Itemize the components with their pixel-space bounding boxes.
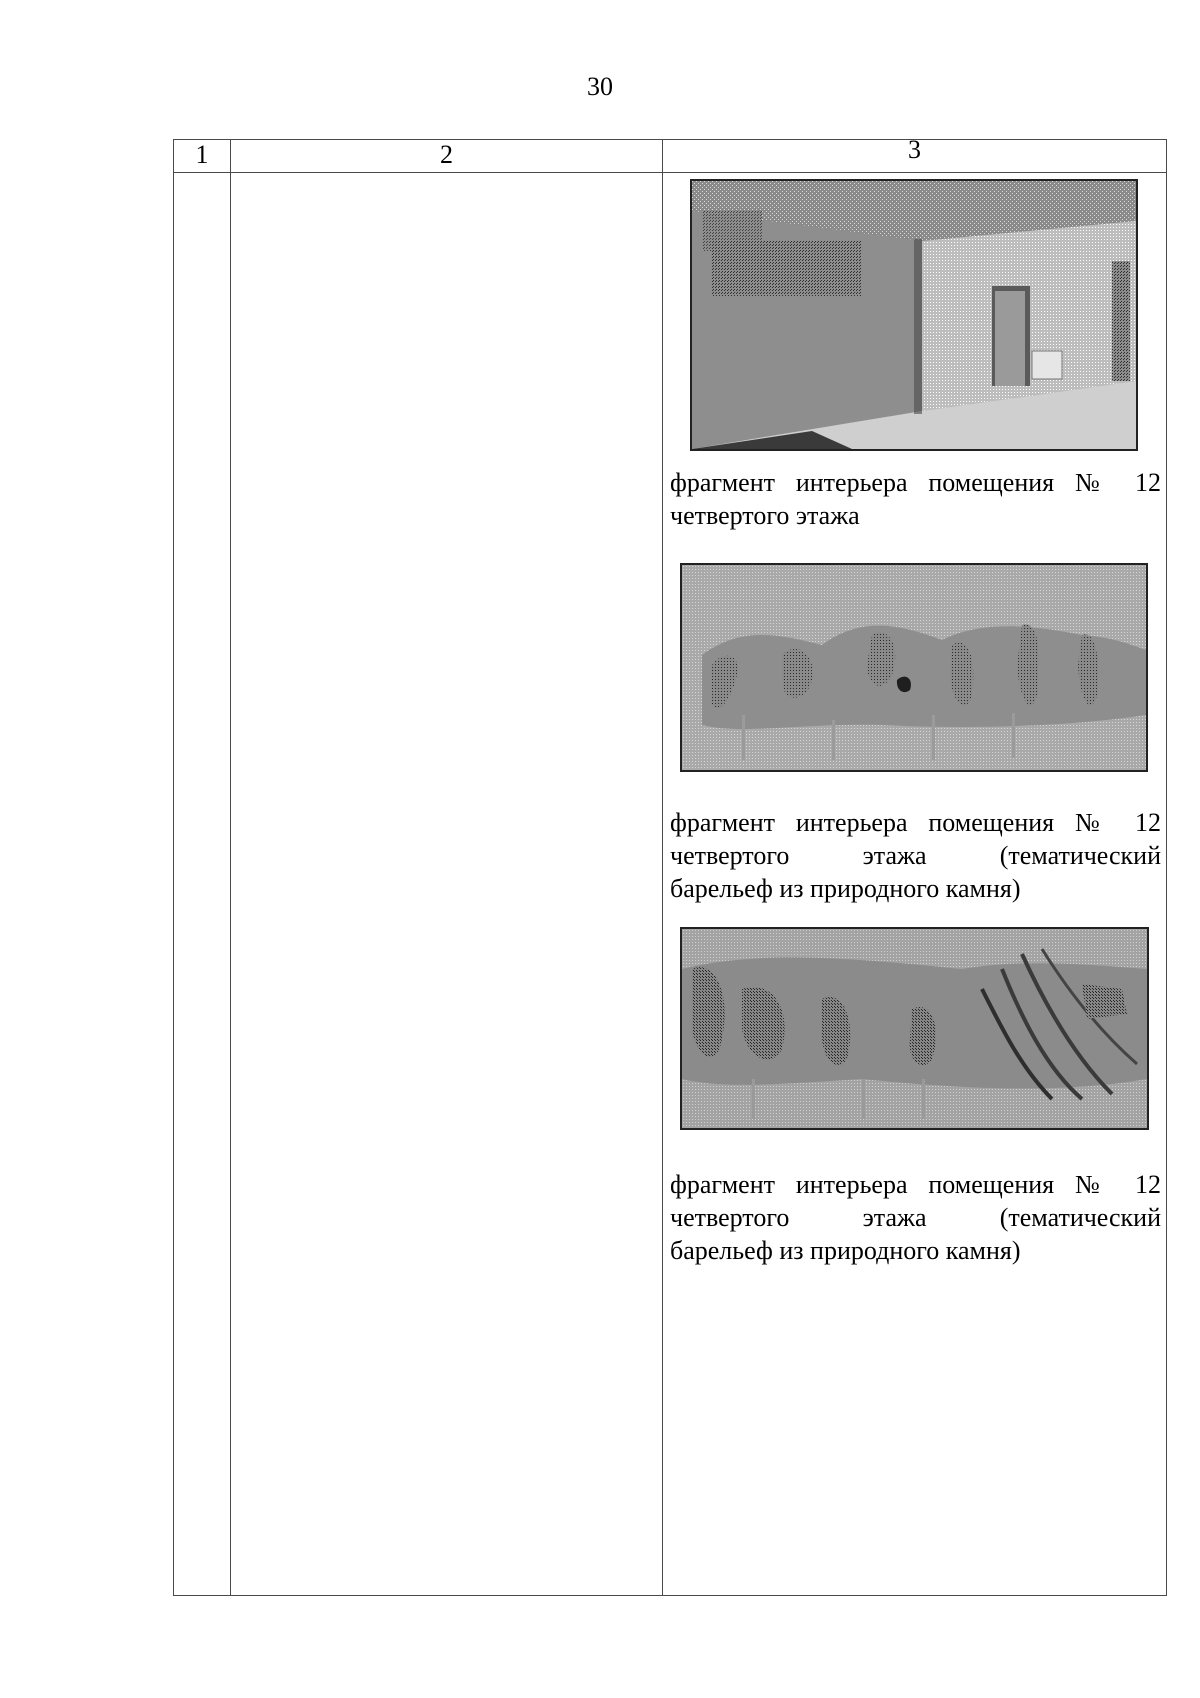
photo-caption-1 (670, 466, 1161, 532)
photo-caption-2 (670, 806, 1161, 905)
photo-caption-3 (670, 1168, 1161, 1267)
caption-line: четвертого этажа (тематический (670, 841, 1161, 870)
table-header-col-1: 1 (195, 140, 209, 169)
page-number: 30 (587, 72, 613, 101)
table-border-left (173, 139, 174, 1596)
caption-line: фрагмент интерьера помещения № 12 (670, 468, 1161, 497)
interior-hall-photo (690, 179, 1138, 451)
caption-line: фрагмент интерьера помещения № 12 (670, 1170, 1161, 1199)
caption-line: барельеф из природного камня) (670, 1236, 1021, 1265)
table-border-header (173, 172, 1167, 173)
caption-line: четвертого этажа (670, 501, 860, 530)
bas-relief-photo (680, 927, 1149, 1130)
table-col-divider-1 (230, 139, 231, 1596)
table-header-col-2: 2 (440, 140, 453, 169)
table-border-right (1166, 139, 1167, 1596)
table-border-bottom (173, 1595, 1167, 1596)
table-header-col-3: 3 (908, 135, 921, 164)
caption-line: четвертого этажа (тематический (670, 1203, 1161, 1232)
table-col-divider-2 (662, 139, 663, 1596)
caption-line: фрагмент интерьера помещения № 12 (670, 808, 1161, 837)
caption-line: барельеф из природного камня) (670, 874, 1021, 903)
bas-relief-photo (680, 563, 1148, 772)
